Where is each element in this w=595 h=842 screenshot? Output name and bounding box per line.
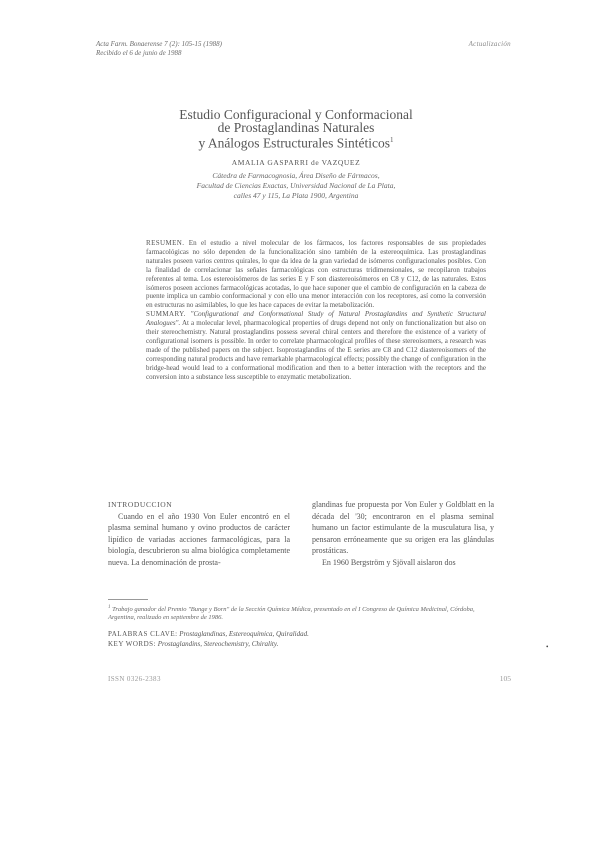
affiliation [96, 171, 496, 201]
margin-mark: • [546, 643, 549, 651]
resumen-paragraph [146, 239, 486, 310]
article-title [96, 108, 496, 150]
author-name: AMALIA GASPARRI de VAZQUEZ [231, 158, 361, 167]
section-title-introduccion: INTRODUCCION [108, 500, 173, 509]
title-line [96, 134, 496, 150]
resumen-label: RESUMEN. [146, 239, 185, 247]
body-column-left [108, 499, 290, 568]
title-footnote-mark: 1 [390, 136, 394, 144]
title-line-text: y Análogos Estructurales Sintéticos [198, 135, 391, 151]
footnote [108, 604, 498, 622]
resumen-text: En el estudio a nivel molecular de los fármacos, los factores responsables de sus propiedades farmacológicas no sólo dependen de la funcionalización sino también de la estereoquímica. Las prostaglandinas naturales poseen varios centros quirales, lo que da idea de la gran variedad de isómeros configuracionales posibles. Con la finalidad de correlacionar las señales farmacológicas con estructuras tridimensionales, se recopilaron trabajos referentes al tema. Los estereoisómeros de las series E y F son diastereoisómeros en C8 y C12, de las naturales. Estos isómeros poseen acciones farmacológicas acotadas, lo que hace suponer que el cambio de configuración en la cabeza de puente implica un cambio conformacional y con ello una menor interacción con los receptores, así como la conversión en estructuras no asimilables, lo que les hace capaces de evitar la metabolización. [146, 239, 486, 310]
affiliation-line: calles 47 y 115, La Plata 1900, Argentina [233, 191, 359, 200]
journal-header [96, 40, 222, 58]
journal-citation: Acta Farm. Bonaerense 7 (2): 105-15 (1988) [96, 40, 222, 48]
keywords-en-text: Prostaglandins, Stereochemistry, Chirality. [157, 640, 279, 648]
footnote-text: Trabajo ganador del Premio "Bunge y Born" de la Sección Química Médica, presentado en el I Congreso de Química Medicinal, Córdoba, Argentina, realizado en septiembre de 1986. [108, 606, 475, 622]
body-paragraph: En 1960 Bergström y Sjövall aislaron dos [322, 557, 456, 567]
keywords-block [108, 629, 309, 649]
issn: ISSN 0326-2383 [108, 675, 161, 683]
title-line: Estudio Configuracional y Conformacional [179, 107, 413, 122]
summary-text: At a molecular level, pharmacological properties of drugs depend not only on functionalization but also on their stereochemistry. Natural prostaglandins possess several chiral centers and therefore the existence of a variety of configurational isomers is possible. In order to correlate pharmacological profiles of these stereoisomers, a research was made of the published papers on the subject. Isoprostaglandins of the E series are C8 and C12 diastereoisomers of the corresponding natural products and have remarkable pharmacological effects; possibly the change of configuration in the bridge-head would lead to a conformational modification and then to a better interaction with the receptors and the conversion into a substance less susceptible to enzymatic metabolization. [146, 319, 486, 381]
summary-paragraph [146, 310, 486, 381]
page-number: 105 [499, 674, 511, 683]
abstract-block [146, 239, 486, 382]
keywords-en [108, 639, 309, 649]
affiliation-line: Facultad de Ciencias Exactas, Universidad Nacional de La Plata, [196, 181, 396, 190]
footnote-rule [108, 599, 148, 600]
summary-label: SUMMARY. [146, 310, 186, 319]
affiliation-line: Cátedra de Farmacognosia, Área Diseño de Fármacos, [212, 171, 380, 180]
footnote-mark: 1 [108, 605, 111, 610]
section-label: Actualización [468, 40, 511, 48]
keywords-es-label: PALABRAS CLAVE: [108, 630, 178, 638]
keywords-es [108, 629, 309, 639]
keywords-es-text: Prostaglandinas, Estereoquímica, Quiralidad. [179, 630, 309, 638]
received-date: Recibido el 6 de junio de 1988 [96, 49, 182, 57]
title-line: de Prostaglandinas Naturales [217, 120, 375, 135]
summary-title: "Configurational and Conformational Study of Natural Prostaglandins and Synthetic Structural Analogues". [146, 310, 486, 328]
body-column-right [312, 499, 494, 568]
body-paragraph: glandinas fue propuesta por Von Euler y Goldblatt en la década del '30; encontraron en el plasma seminal humano un factor estimulante de la musculatura lisa, y pensaron erróneamente que su origen era las glándulas prostáticas. [312, 500, 494, 555]
keywords-en-label: KEY WORDS: [108, 640, 156, 648]
body-paragraph: Cuando en el año 1930 Von Euler encontró en el plasma seminal humano y ovino productos de carácter lipídico de variadas acciones farmacológicas, para la biología, descubrieron su alma biológica completamente nueva. La denominación de prosta- [108, 511, 290, 567]
